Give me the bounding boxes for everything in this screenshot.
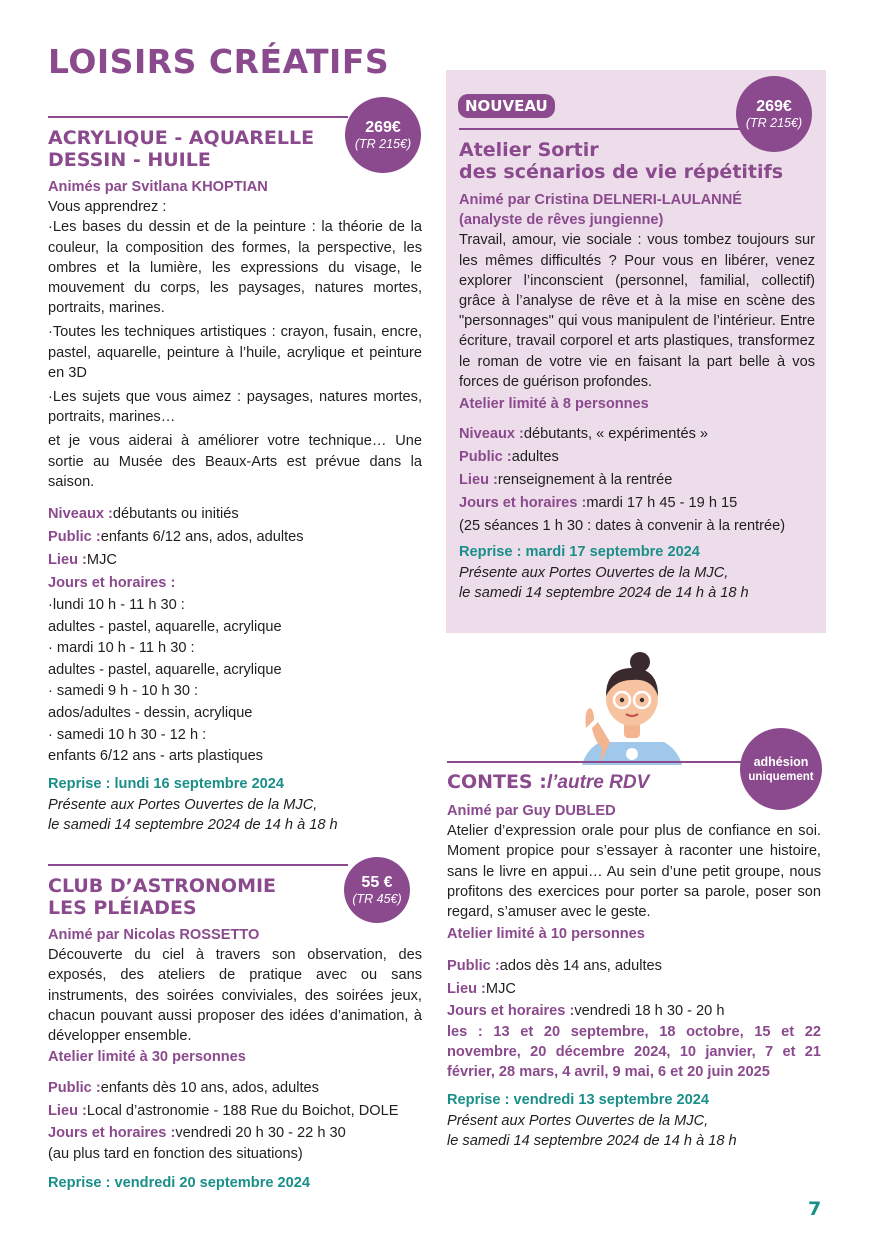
section-acrylique [48, 116, 422, 835]
page-number: 7 [808, 1198, 822, 1220]
info-label: Public : [48, 1080, 101, 1097]
price-reduced: (TR 215€) [745, 115, 803, 130]
info-lieu [48, 1100, 422, 1123]
info-label: Niveaux : [459, 426, 524, 443]
price-badge [736, 76, 812, 152]
info-horaires [48, 1123, 422, 1144]
info-label: Jours et horaires : [447, 1003, 575, 1020]
portes-ouvertes: Présente aux Portes Ouvertes de la MJC, [459, 565, 729, 582]
info-lieu [48, 549, 422, 572]
intro-text: Vous apprendrez : [48, 199, 167, 216]
info-lieu [447, 978, 821, 1001]
bullet-text: ·Les bases du dessin et de la peinture : la théorie de la couleur, la composition des formes, la perspective, les ombres et la lumière, les expressions du visage, le mouvement du corps, les paysages, natures mortes, portraits, marines. [48, 219, 422, 317]
dates-list: les : 13 et 20 septembre, 18 octobre, 15 et 22 novembre, 20 décembre 2024, 10 janvier, 7 et 21 février, 28 mars, 4 avril, 9 mai, 6 et 20 juin 2025 [447, 1024, 821, 1081]
description: Atelier d’expression orale pour plus de confiance en soi. Moment propice pour s’essayer à raconter une histoire, sans le livre en appui… Au sein d’une petit groupe, nous profitons des exercices pour porter sa parole, poser son regard, s’amuser avec le geste. [447, 823, 821, 921]
info-lieu [459, 469, 815, 492]
info-label: Public : [48, 529, 101, 546]
description: Découverte du ciel à travers son observation, des exposés, des ateliers de pratique avec ou sans instruments, des soirées conviviales, des soirées jeux, chacun pouvant aussi proposer des idées d’animation, à développer ensemble. [48, 947, 422, 1045]
animator: Animés par Svitlana KHOPTIAN [48, 179, 268, 195]
schedule-line: adultes - pastel, aquarelle, acrylique [48, 618, 282, 635]
info-value: vendredi 18 h 30 - 20 h [574, 1003, 725, 1020]
info-value: MJC [485, 981, 516, 998]
info-horaires-label: Jours et horaires : [48, 575, 176, 592]
portes-ouvertes: le samedi 14 septembre 2024 de 14 h à 18 h [459, 585, 749, 602]
info-label: Public : [447, 958, 500, 975]
schedule-line: ados/adultes - dessin, acrylique [48, 705, 253, 722]
section-title: Atelier Sortir [459, 139, 599, 161]
price: 55 € [361, 873, 393, 891]
badge-text: uniquement [748, 770, 814, 783]
info-horaires-note: (au plus tard en fonction des situations) [48, 1146, 303, 1163]
info-label: Jours et horaires : [459, 495, 587, 512]
section-title: des scénarios de vie répétitifs [459, 161, 784, 183]
info-public [48, 1077, 422, 1100]
info-horaires [459, 492, 815, 515]
portes-ouvertes: le samedi 14 septembre 2024 de 14 h à 18 h [447, 1133, 737, 1150]
animator: Animé par Nicolas ROSSETTO [48, 927, 260, 943]
animator-note: (analyste de rêves jungienne) [459, 212, 664, 229]
price-reduced: (TR 215€) [354, 136, 412, 151]
info-label: Public : [459, 449, 512, 466]
info-label: Lieu : [447, 981, 486, 998]
info-label: Jours et horaires : [48, 1125, 176, 1142]
info-value: vendredi 20 h 30 - 22 h 30 [175, 1125, 346, 1142]
price: 269€ [756, 97, 792, 115]
schedule-line: ·lundi 10 h - 11 h 30 : [48, 597, 185, 614]
reprise-date: Reprise : lundi 16 septembre 2024 [48, 775, 285, 792]
animator: Animé par Cristina DELNERI-LAULANNÉ [459, 192, 742, 208]
info-value: ados dès 14 ans, adultes [499, 958, 662, 975]
info-niveaux [48, 503, 422, 526]
info-public [459, 446, 815, 469]
girl-waving-illustration [572, 650, 692, 765]
section-title-sub: l’autre RDV [546, 772, 650, 793]
section-title: DESSIN - HUILE [48, 149, 211, 171]
limit-text: Atelier limité à 30 personnes [48, 1049, 246, 1066]
info-label: Lieu : [459, 472, 498, 489]
reprise-date: Reprise : vendredi 20 septembre 2024 [48, 1175, 311, 1192]
price: 269€ [365, 118, 401, 136]
bullet-text: ·Toutes les techniques artistiques : crayon, fusain, encre, pastel, aquarelle, peinture à l’huile, acrylique et peinture en 3D [48, 324, 422, 381]
section-title-main: CONTES : [447, 771, 547, 793]
limit-text: Atelier limité à 10 personnes [447, 926, 645, 943]
info-value: mardi 17 h 45 - 19 h 15 [586, 495, 738, 512]
section-title: ACRYLIQUE - AQUARELLE [48, 127, 315, 149]
info-label: Lieu : [48, 1103, 87, 1120]
info-public [48, 526, 422, 549]
new-tag: NOUVEAU [458, 94, 555, 118]
schedule-line: adultes - pastel, aquarelle, acrylique [48, 661, 282, 678]
info-value: Local d’astronomie - 188 Rue du Boichot, DOLE [86, 1103, 399, 1120]
info-value: enfants dès 10 ans, ados, adultes [100, 1080, 319, 1097]
schedule-line: enfants 6/12 ans - arts plastiques [48, 748, 263, 765]
info-niveaux [459, 423, 815, 446]
section-contes [447, 761, 821, 1151]
portes-ouvertes: le samedi 14 septembre 2024 de 14 h à 18 h [48, 816, 338, 833]
info-value: enfants 6/12 ans, ados, adultes [100, 529, 304, 546]
schedule-line: · samedi 10 h 30 - 12 h : [48, 726, 207, 743]
animator: Animé par Guy DUBLED [447, 803, 616, 819]
section-title: LES PLÉIADES [48, 897, 197, 919]
info-value: renseignement à la rentrée [497, 472, 673, 489]
bullet-text: ·Les sujets que vous aimez : paysages, natures mortes, portraits, marines… [48, 389, 422, 426]
portes-ouvertes: Présent aux Portes Ouvertes de la MJC, [447, 1113, 709, 1130]
info-public [447, 955, 821, 978]
section-title: CLUB D’ASTRONOMIE [48, 875, 277, 897]
price-badge [344, 857, 410, 923]
reprise-date: Reprise : vendredi 13 septembre 2024 [447, 1092, 710, 1109]
info-value: débutants ou initiés [112, 506, 239, 523]
schedule-line: · samedi 9 h - 10 h 30 : [48, 683, 199, 700]
badge-text: adhésion [753, 754, 809, 769]
info-value: MJC [86, 552, 117, 569]
info-label: Niveaux : [48, 506, 113, 523]
closing-text: et je vous aiderai à améliorer votre technique… Une sortie au Musée des Beaux-Arts est prévue dans la saison. [48, 433, 422, 490]
portes-ouvertes: Présente aux Portes Ouvertes de la MJC, [48, 796, 318, 813]
description: Travail, amour, vie sociale : vous tombez toujours sur les mêmes difficultés ? Pour vous en libérer, venez explorer l’inconscient (personnel, familial, collectif) grâce à l’analyse de rêve et à la mise en scène des "personnages" qui vous manipulent de l’intérieur. Entre écriture, travail corporel et arts plastiques, transformez le roman de votre vie en faisant la part belle à vos forces de guérison profondes. [459, 232, 815, 390]
section-atelier [459, 128, 815, 603]
info-label: Lieu : [48, 552, 87, 569]
info-horaires-note: (25 séances 1 h 30 : dates à convenir à la rentrée) [459, 518, 786, 535]
info-horaires [447, 1001, 821, 1022]
schedule-line: · mardi 10 h - 11 h 30 : [48, 640, 195, 657]
page-title: LOISIRS CRÉATIFS [48, 42, 390, 81]
limit-text: Atelier limité à 8 personnes [459, 396, 649, 413]
info-value: débutants, « expérimentés » [523, 426, 709, 443]
price-badge [345, 97, 421, 173]
reprise-date: Reprise : mardi 17 septembre 2024 [459, 544, 700, 561]
price-reduced: (TR 45€) [352, 891, 402, 906]
membership-badge [740, 728, 822, 810]
info-value: adultes [511, 449, 559, 466]
